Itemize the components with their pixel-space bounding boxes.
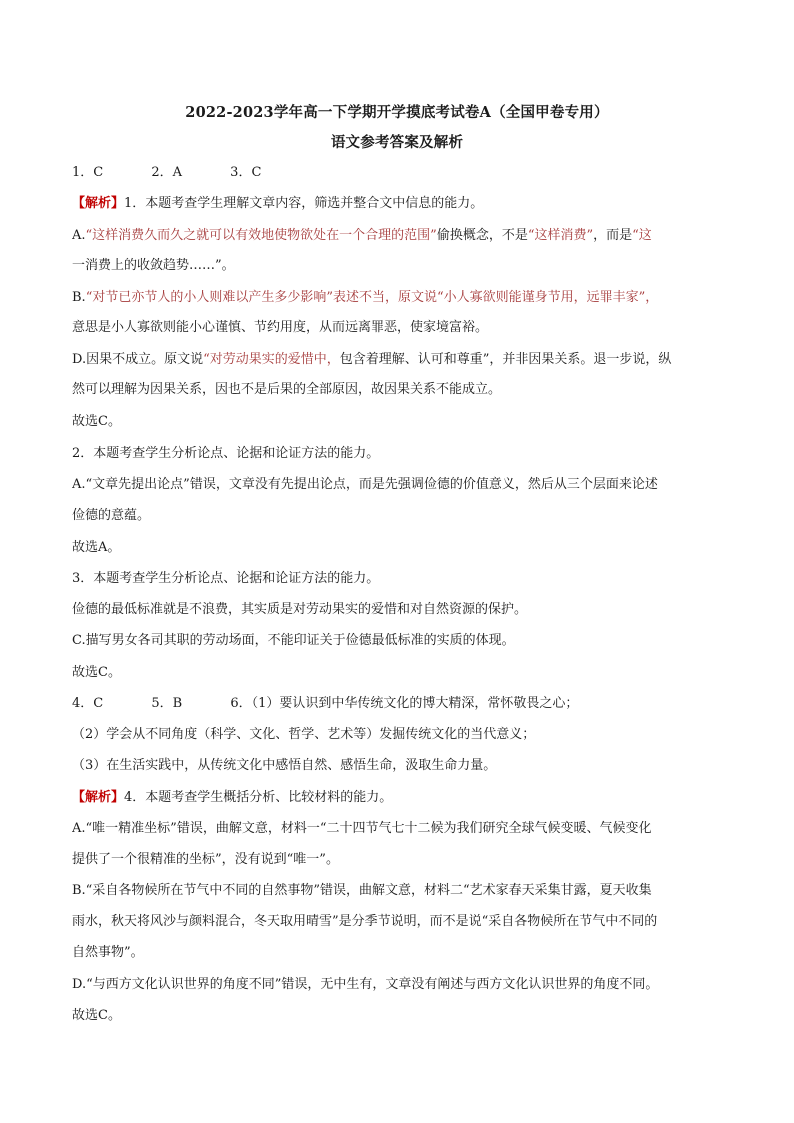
analysis-text: D.因果不成立。原文说	[72, 352, 204, 367]
choose-answer: 故选C。	[72, 1008, 121, 1023]
answer-row-1	[72, 164, 722, 182]
quoted-text: “这	[632, 228, 652, 243]
analysis-q4-intro	[72, 789, 722, 807]
analysis-q1-intro	[72, 195, 722, 213]
answer-row-2	[72, 695, 722, 713]
analysis-option-a-line1	[72, 227, 722, 245]
analysis-tag: 【解析】	[72, 790, 125, 805]
analysis-option-b-line2: 意思是小人寡欲则能小心谨慎、节约用度，从而远离罪恶，使家境富裕。	[72, 320, 489, 335]
answer-6: 6．（1）要认识到中华传统文化的博大精深，常怀敬畏之心；	[230, 696, 579, 711]
answer-2: 2．A	[151, 165, 183, 180]
quoted-text: “对节已亦节人的小人则难以产生多少影响”表述不当，原文说“小人寡欲则能谨身节用，远罪丰家”，	[85, 290, 659, 305]
analysis-q4-a-line2: 提供了一个很精准的坐标”，没有说到“唯一”。	[72, 852, 339, 867]
analysis-option-d-line1	[72, 351, 722, 369]
quoted-text: “对劳动果实的爱惜中，	[203, 352, 340, 367]
analysis-q3-intro: 3．本题考查学生分析论点、论据和论证方法的能力。	[72, 571, 380, 586]
exam-subtitle: 语文参考答案及解析	[330, 134, 464, 151]
exam-title: 2022-2023学年高一下学期开学摸底考试卷A（全国甲卷专用）	[185, 104, 609, 121]
analysis-q4-b-line2: 雨水，秋天将风沙与颜料混合，冬天取用晴雪”是分季节说明，而不是说“采自各物候所在节气中不同的	[72, 914, 658, 929]
analysis-text: 1．本题考查学生理解文章内容，筛选并整合文中信息的能力。	[124, 196, 484, 211]
analysis-text: ，而是	[593, 228, 633, 243]
answer-5: 5．B	[151, 696, 183, 711]
analysis-option-d-line2: 然可以理解为因果关系，因也不是后果的全部原因，故因果关系不能成立。	[72, 382, 502, 397]
analysis-tag: 【解析】	[72, 196, 125, 211]
analysis-text: 4．本题考查学生概括分析、比较材料的能力。	[124, 790, 393, 805]
analysis-option-a-line2: 一消费上的收敛趋势……”。	[72, 258, 235, 273]
analysis-q3-line2: C.描写男女各司其职的劳动场面，不能印证关于俭德最低标准的实质的体现。	[72, 633, 515, 648]
analysis-text: 偷换概念，不是	[436, 228, 528, 243]
choose-answer: 故选C。	[72, 414, 121, 429]
analysis-q4-d-line1: D.“与西方文化认识世界的角度不同”错误，无中生有，文章没有阐述与西方文化认识世界的角度不同。	[72, 977, 659, 992]
analysis-text: 包含着理解、认可和尊重”，并非因果关系。退一步说，纵	[339, 352, 672, 367]
analysis-q3-line1: 俭德的最低标准就是不浪费，其实质是对劳动果实的爱惜和对自然资源的保护。	[72, 602, 528, 617]
analysis-q2-intro: 2．本题考查学生分析论点、论据和论证方法的能力。	[72, 446, 380, 461]
analysis-q4-b-line1: B.“采自各物候所在节气中不同的自然事物”错误，曲解文意，材料二“艺术家春天采集甘露，夏天收集	[72, 883, 652, 898]
answer-3: 3．C	[230, 165, 262, 180]
quoted-text: “这样消费久而久之就可以有效地使物欲处在一个合理的范围”	[85, 228, 437, 243]
analysis-q4-b-line3: 自然事物”。	[72, 945, 144, 960]
option-label: A.	[72, 228, 86, 243]
answer-4: 4．C	[72, 696, 104, 711]
answer-6-point-3: （3）在生活实践中，从传统文化中感悟自然、感悟生命，汲取生命力量。	[72, 758, 497, 773]
answer-1: 1．C	[72, 165, 104, 180]
analysis-q2-a-line1: A.“文章先提出论点”错误，文章没有先提出论点，而是先强调俭德的价值意义，然后从三个层面来论述	[72, 477, 658, 492]
choose-answer: 故选A。	[72, 540, 121, 555]
answer-6-point-2: （2）学会从不同角度（科学、文化、哲学、艺术等）发掘传统文化的当代意义；	[72, 727, 536, 742]
choose-answer: 故选C。	[72, 665, 121, 680]
option-label: B.	[72, 290, 86, 305]
analysis-q4-a-line1: A.“唯一精准坐标”错误，曲解文意，材料一“二十四节气七十二候为我们研究全球气候变暖、气候变化	[72, 821, 652, 836]
analysis-option-b-line1	[72, 289, 722, 307]
analysis-q2-a-line2: 俭德的意蕴。	[72, 508, 151, 523]
quoted-text: “这样消费”	[527, 228, 594, 243]
